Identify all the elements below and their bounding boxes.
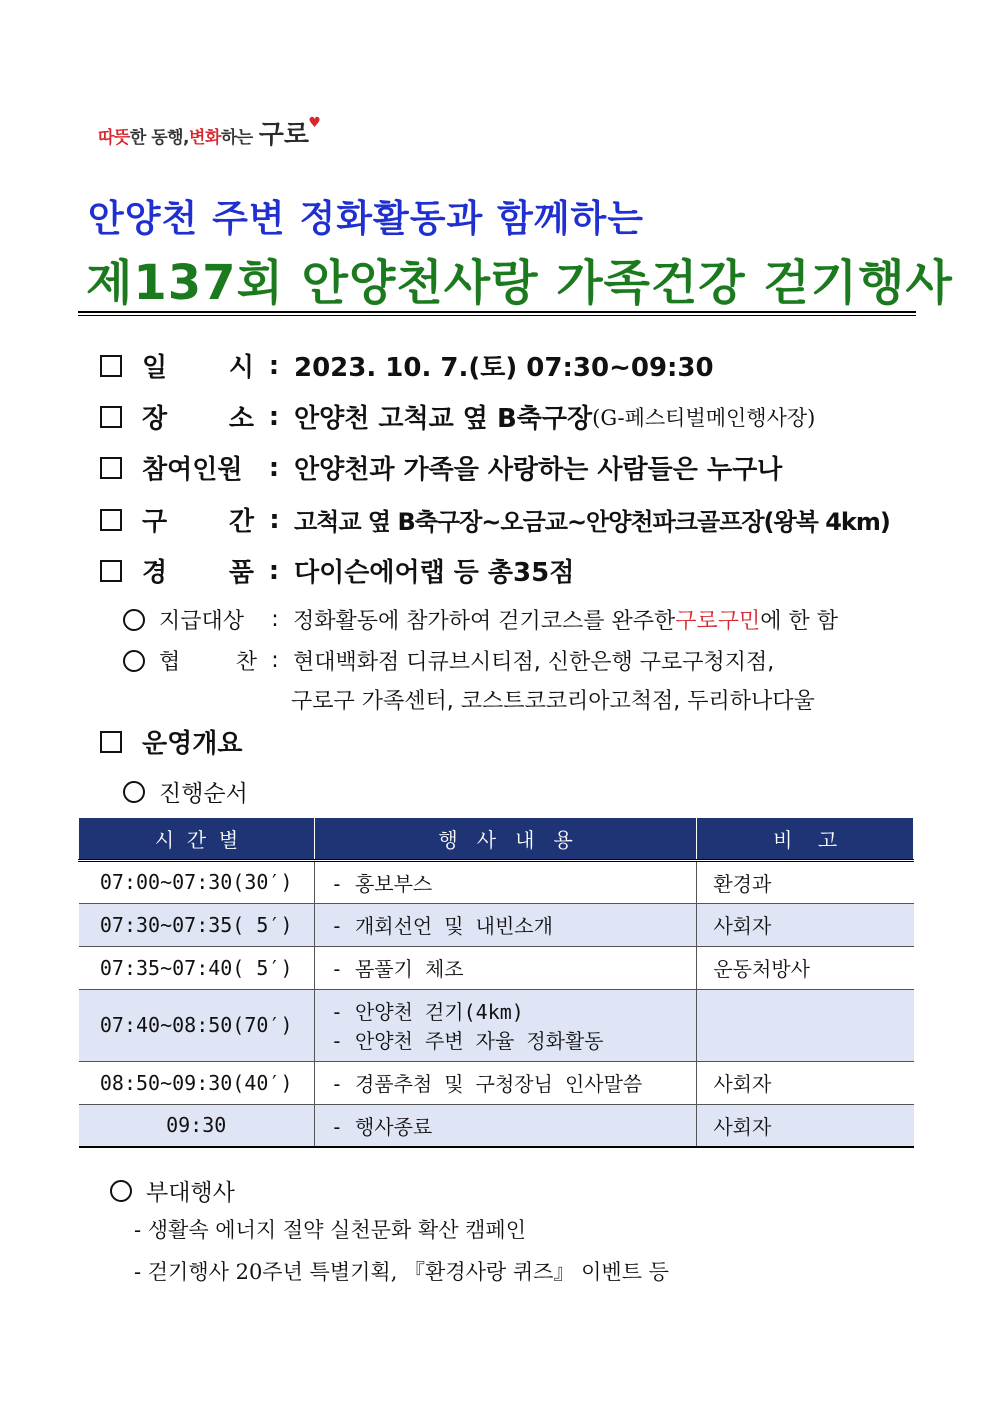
circle-bullet-icon — [110, 1180, 132, 1202]
sponsor-line-2: 구로구 가족센터, 코스트코코리아고척점, 두리하나다울 — [291, 689, 815, 714]
logo-text-1: 따뜻 — [98, 128, 130, 148]
subsection-order — [123, 775, 248, 808]
logo-text-3: 변화 — [189, 128, 221, 148]
cell-note: 환경과 — [697, 860, 914, 903]
cell-activity: - 행사종료 — [314, 1104, 696, 1147]
sub-label: 협 찬 — [159, 650, 257, 675]
header-note: 비 고 — [697, 818, 914, 860]
sub-label: 지급대상 — [159, 609, 245, 634]
info-colon: : — [268, 555, 280, 586]
table-row — [79, 1061, 914, 1104]
info-value: 2023. 10. 7.(토) 07:30~09:30 — [294, 353, 714, 383]
info-label: 일 시 — [142, 353, 254, 383]
checkbox-square-icon — [100, 509, 122, 531]
cell-time: 07:30~07:35( 5′) — [79, 903, 315, 946]
checkbox-square-icon — [100, 731, 122, 753]
info-route — [100, 501, 890, 538]
checkbox-square-icon — [100, 560, 122, 582]
sub-colon: : — [271, 648, 279, 673]
sub-value-pre: 정화활동에 참가하여 걷기코스를 완주한 — [293, 609, 676, 634]
sub-colon: : — [271, 607, 279, 632]
checkbox-square-icon — [100, 406, 122, 428]
cell-note: 사회자 — [697, 1104, 914, 1147]
info-value: 안양천과 가족을 사랑하는 사람들은 누구나 — [294, 455, 783, 485]
checkbox-square-icon — [100, 457, 122, 479]
guro-logo — [98, 115, 321, 150]
info-label: 장 소 — [142, 404, 254, 434]
cell-note: 운동처방사 — [697, 946, 914, 989]
title-rule-top — [78, 311, 916, 313]
heart-icon: ♥ — [308, 115, 321, 131]
cell-activity: - 홍보부스 — [314, 860, 696, 903]
schedule-table — [78, 818, 914, 1148]
info-value: 고척교 옆 B축구장~오금교~안양천파크골프장(왕복 4km) — [294, 508, 890, 536]
table-row — [79, 903, 914, 946]
table-row — [79, 989, 914, 1061]
info-colon: : — [268, 452, 280, 483]
cell-activity: - 개회선언 및 내빈소개 — [314, 903, 696, 946]
title-line-2: 제137회 안양천사랑 가족건강 걷기행사 — [86, 255, 953, 311]
info-place — [100, 398, 815, 435]
circle-bullet-icon — [123, 781, 145, 803]
checkbox-square-icon — [100, 355, 122, 377]
sub-value-post: 에 한 함 — [760, 609, 839, 634]
cell-time: 07:35~07:40( 5′) — [79, 946, 315, 989]
activity-line: - 안양천 주변 자율 정화활동 — [330, 1029, 604, 1053]
info-label: 구 간 — [142, 507, 254, 537]
extra-events-title: 부대행사 — [146, 1180, 235, 1206]
activity-line: - 안양천 걷기(4km) — [330, 1000, 524, 1024]
info-label: 참여인원 — [142, 455, 243, 485]
extra-event-item: - 걷기행사 20주년 특별기획, 『환경사랑 퀴즈』 이벤트 등 — [134, 1260, 669, 1284]
subsection-title: 진행순서 — [159, 781, 248, 807]
section-title: 운영개요 — [142, 729, 243, 759]
table-row — [79, 1104, 914, 1147]
header-content: 행 사 내 용 — [314, 818, 696, 860]
circle-bullet-icon — [123, 609, 145, 631]
cell-note — [697, 989, 914, 1061]
logo-text-2: 한 동행, — [129, 128, 190, 148]
table-row — [79, 946, 914, 989]
table-row — [79, 860, 914, 903]
sub-value-highlight: 구로구민 — [675, 609, 761, 634]
extra-events-heading — [110, 1174, 235, 1207]
header-time: 시 간 별 — [79, 818, 315, 860]
info-value: 다이슨에어랩 등 총35점 — [294, 558, 575, 588]
info-participants — [100, 449, 782, 486]
sub-sponsor — [123, 645, 774, 676]
cell-time: 07:00~07:30(30′) — [79, 860, 315, 903]
cell-time: 09:30 — [79, 1104, 315, 1147]
cell-note: 사회자 — [697, 903, 914, 946]
cell-activity: - 몸풀기 체조 — [314, 946, 696, 989]
info-date — [100, 347, 714, 384]
logo-brand — [258, 115, 321, 150]
sub-target — [123, 604, 838, 635]
table-header-row — [79, 818, 914, 860]
info-colon: : — [268, 401, 280, 432]
info-colon: : — [269, 504, 279, 535]
title-rule-bottom — [78, 315, 916, 316]
cell-activity — [314, 989, 696, 1061]
cell-note: 사회자 — [697, 1061, 914, 1104]
info-value: 안양천 고척교 옆 B축구장 — [294, 404, 593, 434]
title-line-1: 안양천 주변 정화활동과 함께하는 — [88, 197, 645, 240]
info-colon: : — [268, 350, 280, 381]
cell-activity: - 경품추첨 및 구청장님 인사말씀 — [314, 1061, 696, 1104]
extra-event-item: - 생활속 에너지 절약 실천문화 확산 캠페인 — [134, 1218, 527, 1242]
cell-time: 07:40~08:50(70′) — [79, 989, 315, 1061]
info-note: (G-페스티벌메인행사장) — [592, 405, 816, 430]
info-label: 경 품 — [142, 558, 254, 588]
info-prize — [100, 552, 574, 589]
logo-text-4: 하는 — [220, 128, 253, 148]
logo-brand-text: 구로 — [258, 120, 309, 150]
cell-time: 08:50~09:30(40′) — [79, 1061, 315, 1104]
section-overview — [100, 723, 242, 760]
sub-value: 현대백화점 디큐브시티점, 신한은행 구로구청지점, — [293, 650, 775, 675]
circle-bullet-icon — [123, 650, 145, 672]
